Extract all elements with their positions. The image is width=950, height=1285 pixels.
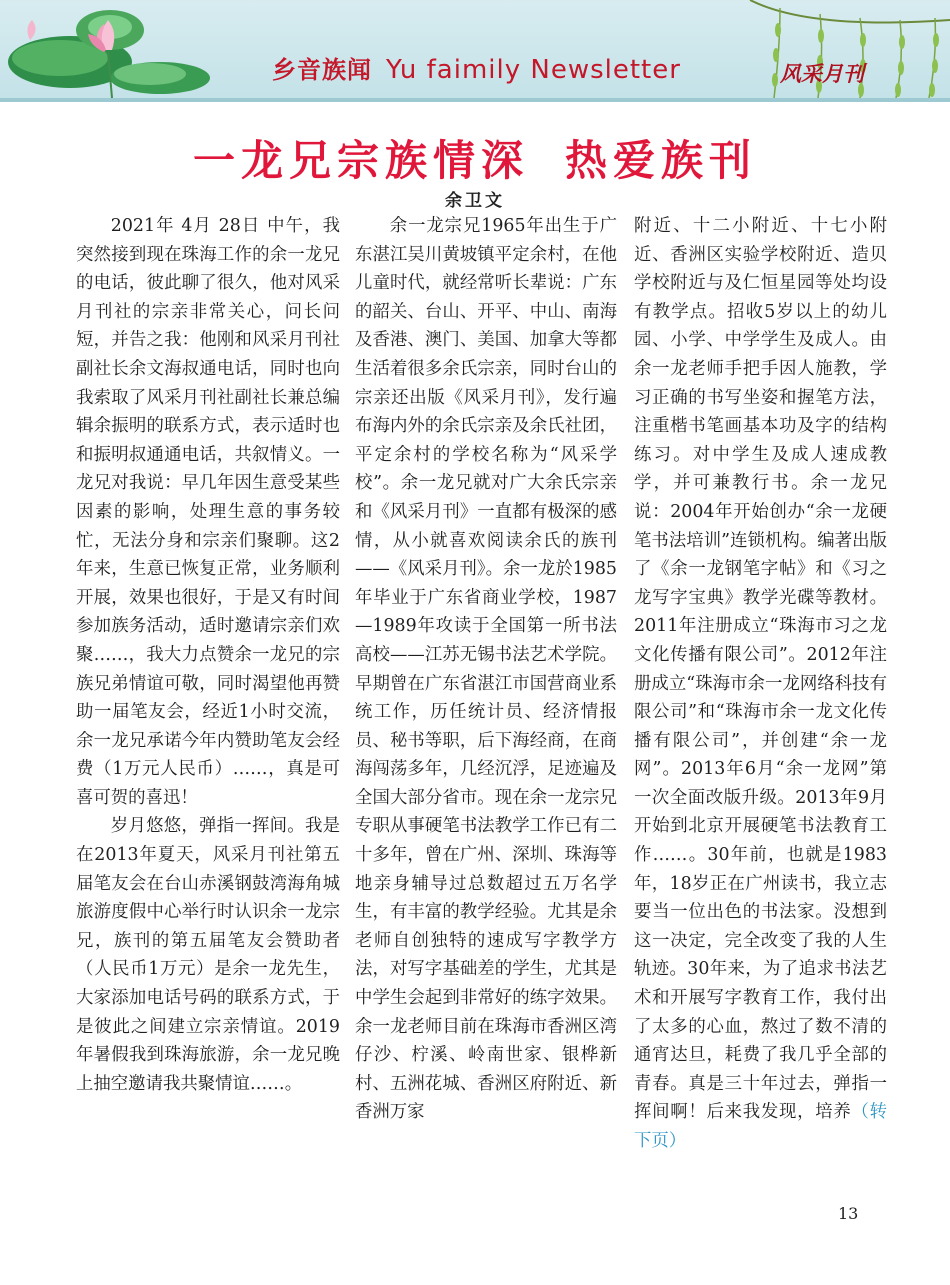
article-column-1 bbox=[76, 212, 340, 1098]
page-header bbox=[0, 0, 950, 98]
paragraph: 2021年 4月 28日 中午，我突然接到现在珠海工作的余一龙兄的电话，彼此聊了很久，他对风采月刊社的宗亲非常关心，问长问短，并告之我：他刚和风采月刊社副社长余文海叔通电话，同时也向我索取了风采月刊社副社长兼总编辑余振明的联系方式，表示适时也和振明叔通通电话，共叙情义。一龙兄对我说：早几年因生意受某些因素的影响，处理生意的事务较忙，无法分身和宗亲们聚聊。这2年来，生意已恢复正常，业务顺利开展，效果也很好，于是又有时间参加族务活动，适时邀请宗亲们欢聚……，我大力点赞余一龙兄的宗族兄弟情谊可敬，同时渴望他再赞助一届笔友会，经近1小时交流，余一龙兄承诺今年内赞助笔友会经费（1万元人民币）……，真是可喜可贺的喜迅！ bbox=[76, 216, 340, 808]
continued-next-page-link[interactable]: （转下页） bbox=[634, 1102, 887, 1151]
paragraph: 岁月悠悠，弹指一挥间。我是在2013年夏天，风采月刊社第五届笔友会在台山赤溪钢鼓湾海角城旅游度假中心举行时认识余一龙宗兄，族刊的第五届笔友会赞助者（人民币1万元）是余一龙先生，大家添加电话号码的联系方式，于是彼此之间建立宗亲情谊。2019年暑假我到珠海旅游，余一龙兄晚上抽空邀请我共聚情谊……。 bbox=[76, 816, 340, 1094]
lotus-decoration-icon bbox=[0, 0, 250, 98]
paragraph-continued bbox=[634, 212, 887, 1156]
article-title bbox=[0, 128, 950, 188]
paragraph: 余一龙宗兄1965年出生于广东湛江吴川黄坡镇平定余村，在他儿童时代，就经常听长辈说：广东的韶关、台山、开平、中山、南海及香港、澳门、美国、加拿大等都生活着很多余氏宗亲，同时台山的宗亲还出版《风采月刊》，发行遍布海内外的余氏宗亲及余氏社团，平定余村的学校名称为“风采学校”。余一龙兄就对广大余氏宗亲和《风采月刊》一直都有极深的感情，从小就喜欢阅读余氏的族刊——《风采月刊》。余一龙於1985年毕业于广东省商业学校，1987—1989年攻读于全国第一所书法高校——江苏无锡书法艺术学院。早期曾在广东省湛江市国营商业系统工作，历任统计员、经济情报员、秘书等职，后下海经商，在商海闯荡多年，几经沉浮，足迹遍及全国大部分省市。现在余一龙宗兄专职从事硬笔书法教学工作已有二十多年，曾在广州、深圳、珠海等地亲身辅导过总数超过五万名学生，有丰富的教学经验。尤其是余老师自创独特的速成写字教学方法，对写字基础差的学生，尤其是中学生会起到非常好的练字效果。余一龙老师目前在珠海市香洲区湾仔沙、柠溪、岭南世家、银桦新村、五洲花城、香洲区府附近、新香洲万家 bbox=[355, 216, 617, 1123]
article-column-3 bbox=[634, 212, 887, 1156]
article-author: 余卫文 bbox=[445, 191, 505, 211]
page-number: 13 bbox=[838, 1204, 859, 1223]
paragraph-text: 附近、十二小附近、十七小附近、香洲区实验学校附近、造贝学校附近与及仁恒星园等处均设有教学点。招收5岁以上的幼儿园、小学、中学学生及成人。由余一龙老师手把手因人施教，学习正确的书写坐姿和握笔方法，注重楷书笔画基本功及字的结构练习。对中学生及成人速成教学，并可兼教行书。余一龙兄说：2004年开始创办“余一龙硬笔书法培训”连锁机构。编著出版了《余一龙钢笔字帖》和《习之龙写字宝典》教学光碟等教材。2011年注册成立“珠海市习之龙文化传播有限公司”。2012年注册成立“珠海市余一龙网络科技有限公司”和“珠海市余一龙文化传播有限公司”，并创建“余一龙网”。2013年6月“余一龙网”第一次全面改版升级。2013年9月开始到北京开展硬笔书法教育工作……。30年前，也就是1983年，18岁正在广州读书，我立志要当一位出色的书法家。没想到这一决定，完全改变了我的人生轨迹。30年来，为了追求书法艺术和开展写字教育工作，我付出了太多的心血，熬过了数不清的通宵达旦，耗费了我几乎全部的青春。真是三十年过去，弹指一挥间啊！后来我发现，培养 bbox=[634, 216, 887, 1123]
newsletter-title-cn: 乡音族闻 bbox=[272, 56, 372, 84]
article-column-2 bbox=[355, 212, 617, 1127]
magazine-badge: 风采月刊 bbox=[780, 62, 864, 86]
newsletter-title-en: Yu faimily Newsletter bbox=[386, 55, 681, 85]
header-divider bbox=[0, 98, 950, 102]
newsletter-title bbox=[272, 50, 681, 85]
article-title-part2: 热爱族刊 bbox=[565, 136, 758, 185]
article-title-part1: 一龙兄宗族情深 bbox=[192, 136, 529, 185]
